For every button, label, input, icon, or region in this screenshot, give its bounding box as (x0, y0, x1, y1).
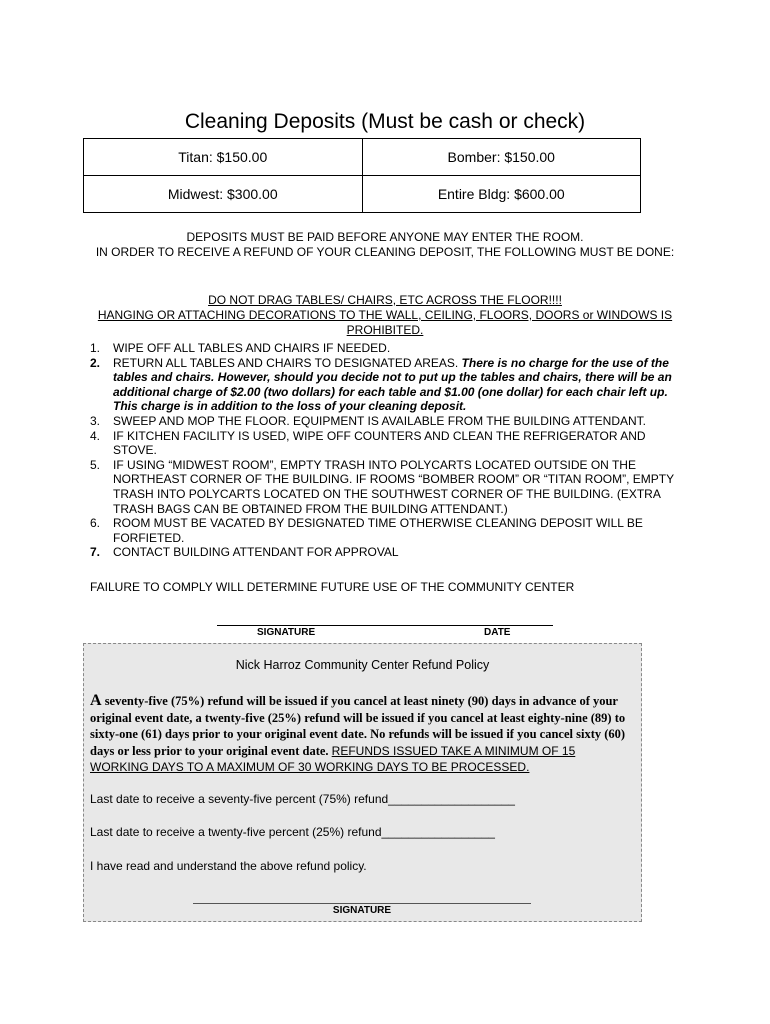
policy-title: Nick Harroz Community Center Refund Policy (235, 658, 490, 672)
policy-body: seventy-five (75%) refund will be issued if you cancel at least ninety (90) days in advance of your original event date, a twenty-five (25%) refund will be issued if you cancel at least eighty-nine (89) to sixty-one (61) days prior to your original event date. No refunds will be issued if you cancel sixty (60) days or less prior to your original event date. (90, 694, 626, 758)
rule-number: 5. (90, 457, 101, 472)
rule-number: 3. (90, 413, 101, 428)
rule-number: 6. (90, 516, 101, 531)
table-row (84, 139, 641, 176)
rule-text: CONTACT BUILDING ATTENDANT FOR APPROVAL (113, 545, 399, 560)
policy-text (90, 693, 635, 776)
list-item (90, 516, 682, 545)
rule-number: 7. (90, 545, 101, 560)
list-item (90, 458, 682, 516)
page-title: Cleaning Deposits (Must be cash or check) (184, 110, 586, 133)
list-item (90, 356, 682, 414)
list-item (90, 341, 682, 356)
warning-line: HANGING OR ATTACHING DECORATIONS TO THE WALL, CEILING, FLOORS, DOORS or WINDOWS IS PROHIBITED. (97, 308, 673, 337)
warnings (83, 293, 687, 338)
rule-number: 1. (90, 341, 101, 355)
rule-text: WIPE OFF ALL TABLES AND CHAIRS IF NEEDED. (113, 341, 391, 355)
policy-processing-note: REFUNDS ISSUED TAKE A MINIMUM OF 15 WORKING DAYS TO A MAXIMUM OF 30 WORKING DAYS TO BE PROCESSED. (90, 743, 576, 774)
signature-line[interactable] (217, 625, 553, 626)
rule-emphasis: There is no charge for the use of the tables and chairs. However, should you decide not to put up the tables and chairs, there will be an additional charge of $2.00 (two dollars) for each table and $1.00 (one dollar) for each chair left up. This charge is in addition to the loss of your cleaning deposit. (113, 355, 672, 414)
acknowledge-text: I have read and understand the above refund policy. (90, 859, 367, 873)
deposit-entire-bldg: Entire Bldg: $600.00 (362, 176, 641, 213)
refund-75-date-field[interactable]: Last date to receive a seventy-five percent (75%) refund___________________ (90, 792, 515, 806)
policy-signature-label: SIGNATURE (332, 905, 392, 916)
refund-policy-box (83, 643, 642, 922)
rule-text: IF USING “MIDWEST ROOM”, EMPTY TRASH INTO POLYCARTS LOCATED OUTSIDE ON THE NORTHEAST CORNER OF THE BUILDING. IF ROOMS “BOMBER ROOM” OR “TITAN ROOM”, EMPTY TRASH INTO POLYCARTS LOCATED ON THE SOUTHWEST CORNER OF THE BUILDING. (EXTRA TRASH BAGS CAN BE OBTAINED FROM THE BUILDING ATTENDANT.) (113, 457, 674, 516)
rules-list (90, 341, 682, 560)
list-item (90, 545, 682, 560)
rule-text: RETURN ALL TABLES AND CHAIRS TO DESIGNATED AREAS. (113, 355, 462, 370)
table-row (84, 176, 641, 213)
list-item (90, 429, 682, 458)
deposit-intro (83, 230, 687, 260)
rule-text: SWEEP AND MOP THE FLOOR. EQUIPMENT IS AVAILABLE FROM THE BUILDING ATTENDANT. (113, 413, 647, 428)
intro-line: DEPOSITS MUST BE PAID BEFORE ANYONE MAY ENTER THE ROOM. (186, 230, 584, 244)
deposit-bomber: Bomber: $150.00 (362, 139, 641, 176)
signature-label: SIGNATURE (257, 627, 316, 638)
deposit-midwest: Midwest: $300.00 (84, 176, 363, 213)
warning-line: DO NOT DRAG TABLES/ CHAIRS, ETC ACROSS THE FLOOR!!!! (208, 293, 562, 307)
rule-text: ROOM MUST BE VACATED BY DESIGNATED TIME OTHERWISE CLEANING DEPOSIT WILL BE FORFIETED. (113, 516, 643, 545)
list-item (90, 414, 682, 429)
policy-signature-line[interactable] (193, 903, 531, 904)
refund-25-date-field[interactable]: Last date to receive a twenty-five percent (25%) refund_________________ (90, 825, 495, 839)
failure-notice: FAILURE TO COMPLY WILL DETERMINE FUTURE USE OF THE COMMUNITY CENTER (90, 580, 575, 594)
intro-line: IN ORDER TO RECEIVE A REFUND OF YOUR CLEANING DEPOSIT, THE FOLLOWING MUST BE DONE: (95, 245, 675, 259)
rule-number: 2. (90, 355, 101, 370)
policy-first-letter: A (90, 692, 102, 709)
deposit-titan: Titan: $150.00 (84, 139, 363, 176)
deposit-table (83, 138, 641, 213)
rule-number: 4. (90, 428, 101, 443)
date-label: DATE (484, 627, 511, 638)
rule-text: IF KITCHEN FACILITY IS USED, WIPE OFF COUNTERS AND CLEAN THE REFRIGERATOR AND STOVE. (113, 428, 646, 458)
